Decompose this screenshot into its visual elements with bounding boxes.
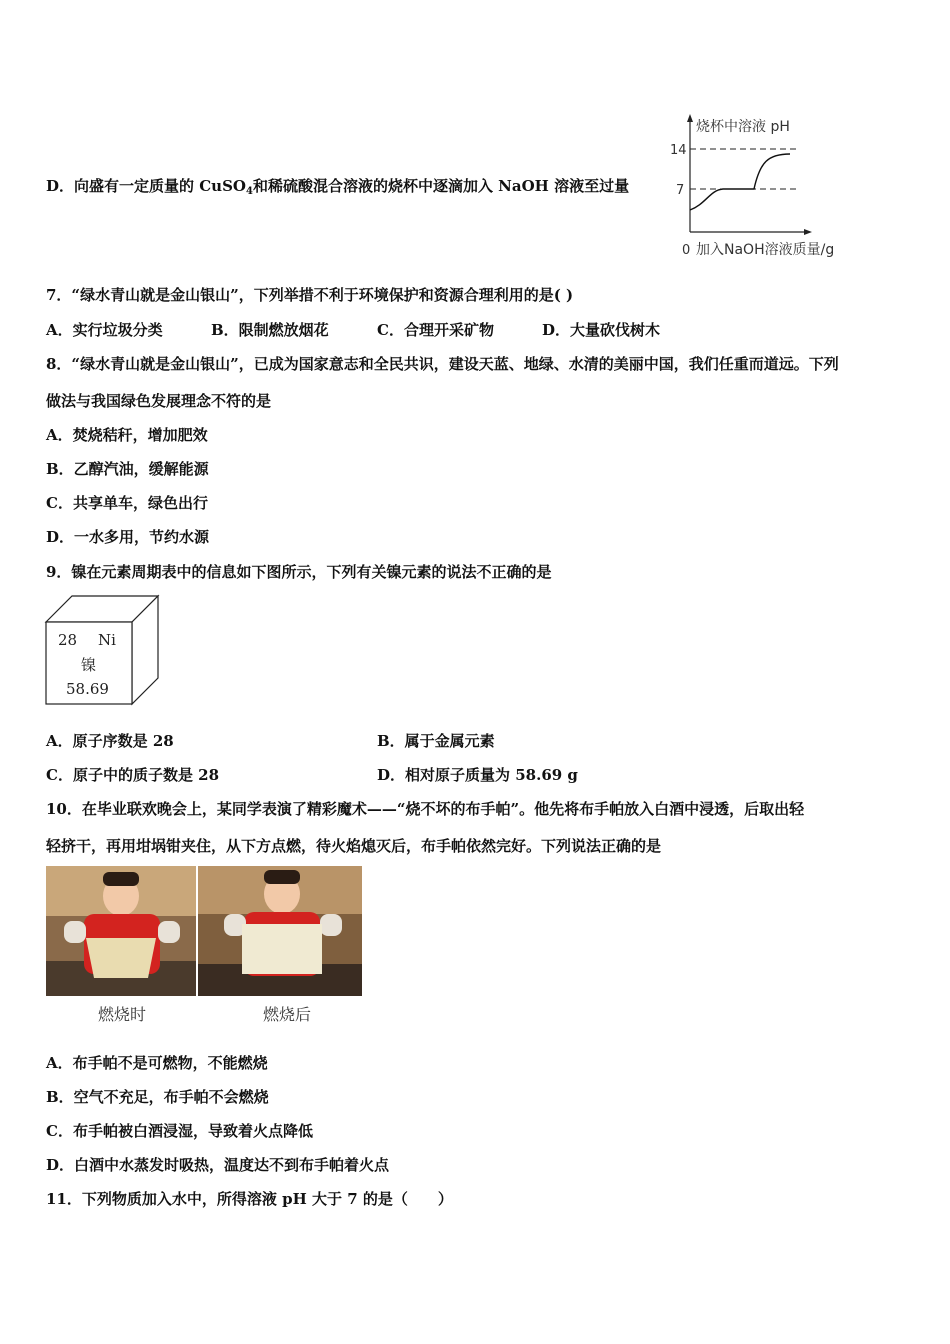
atomic-number: 28	[58, 631, 78, 649]
q10-option-b: B．空气不充足，布手帕不会燃烧	[46, 1088, 269, 1106]
q7-option-d: D．大量砍伐树木	[542, 321, 661, 339]
ph-curve	[690, 154, 790, 210]
x-axis-label: 加入NaOH溶液质量/g	[696, 242, 835, 258]
element-symbol: Ni	[98, 631, 116, 649]
ph-graph	[668, 112, 868, 262]
q11-stem: 11．下列物质加入水中，所得溶液 pH 大于 7 的是（ ）	[46, 1190, 453, 1208]
q9-option-d: D．相对原子质量为 58.69 g	[377, 766, 578, 784]
photo-after-burning	[198, 866, 362, 996]
q7-stem: 7．“绿水青山就是金山银山”，下列举措不利于环境保护和资源合理利用的是( )	[46, 286, 574, 304]
q10-option-c: C．布手帕被白酒浸湿，导致着火点降低	[46, 1122, 313, 1140]
tick-14: 14	[670, 143, 687, 158]
q8-option-c: C．共享单车，绿色出行	[46, 494, 208, 512]
q8-option-b: B．乙醇汽油，缓解能源	[46, 460, 209, 478]
q8-option-a: A．焚烧秸秆，增加肥效	[46, 426, 208, 444]
photo-burning	[46, 866, 196, 996]
q10-option-d: D．白酒中水蒸发时吸热，温度达不到布手帕着火点	[46, 1156, 390, 1174]
q8-stem-line1: 8．“绿水青山就是金山银山”，已成为国家意志和全民共识，建设天蓝、地绿、水清的美丽中国，我们任重而道远。下列	[46, 355, 839, 373]
x-axis-arrow	[804, 229, 812, 235]
q8-stem-line2: 做法与我国绿色发展理念不符的是	[46, 392, 272, 410]
tick-7: 7	[676, 183, 685, 198]
q9-option-a: A．原子序数是 28	[46, 732, 174, 750]
q10-option-a: A．布手帕不是可燃物，不能燃烧	[46, 1054, 268, 1072]
q8-option-d: D．一水多用，节约水源	[46, 528, 210, 546]
atomic-mass: 58.69	[66, 680, 109, 698]
q10-stem-line2: 轻挤干，再用坩埚钳夹住，从下方点燃，待火焰熄灭后，布手帕依然完好。下列说法正确的是	[46, 837, 662, 855]
nickel-element-card	[44, 592, 164, 710]
photo-label-burning: 燃烧时	[98, 1005, 147, 1024]
y-axis-arrow	[687, 114, 693, 122]
origin-label: 0	[682, 243, 691, 258]
q6-option-d: D．向盛有一定质量的 CuSO$_4$和稀硫酸混合溶液的烧杯中逐滴加入 NaOH 溶液至过量	[46, 177, 630, 197]
q10-stem-line1: 10．在毕业联欢晚会上，某同学表演了精彩魔术——“烧不坏的布手帕”。他先将布手帕放入白酒中浸透，后取出轻	[46, 800, 805, 818]
y-axis-label: 烧杯中溶液 pH	[696, 119, 790, 135]
q9-option-c: C．原子中的质子数是 28	[46, 766, 220, 784]
element-name: 镍	[81, 656, 97, 674]
photo-label-after: 燃烧后	[263, 1005, 312, 1024]
q7-option-b: B．限制燃放烟花	[211, 321, 329, 339]
q9-stem: 9．镍在元素周期表中的信息如下图所示，下列有关镍元素的说法不正确的是	[46, 563, 552, 581]
magic-trick-photos	[46, 866, 362, 996]
q7-option-a: A．实行垃圾分类	[46, 321, 163, 339]
q9-option-b: B．属于金属元素	[377, 732, 495, 750]
q7-option-c: C．合理开采矿物	[377, 321, 494, 339]
